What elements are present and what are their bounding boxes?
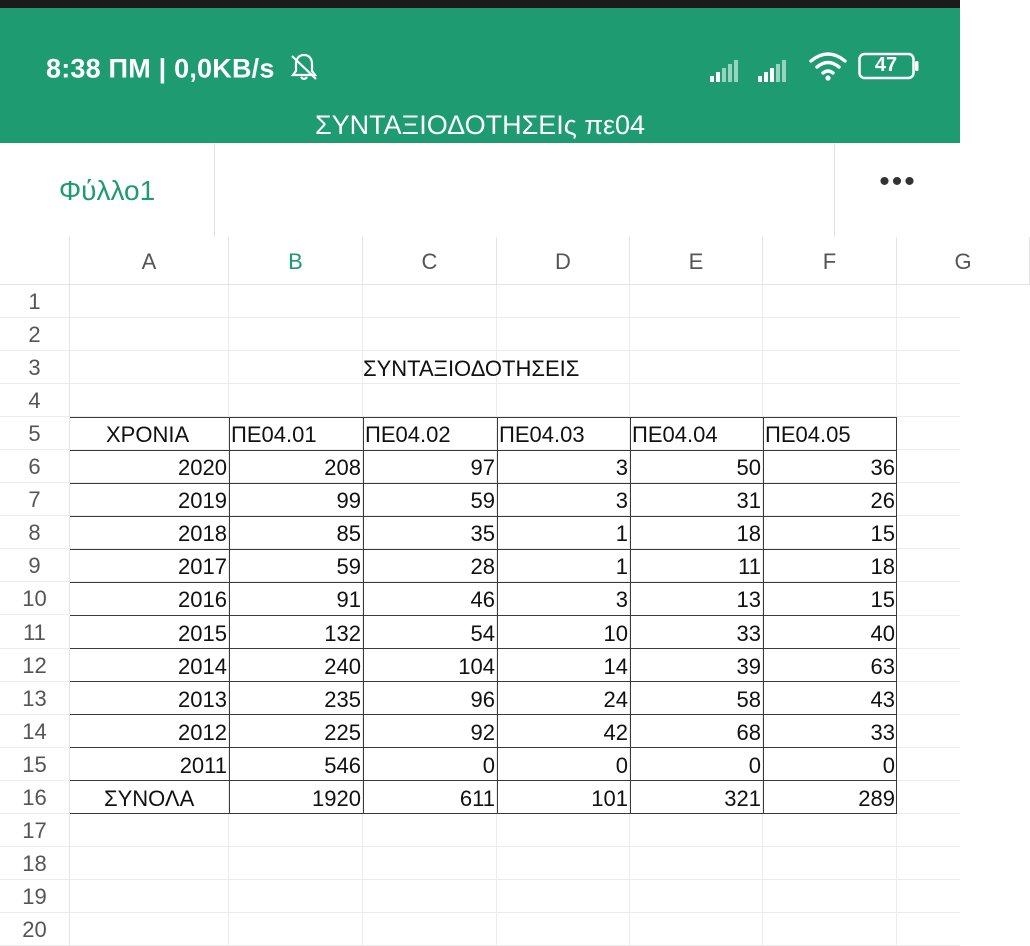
row-header-4[interactable]: 4 — [0, 384, 70, 417]
year-cell[interactable]: 2018 — [178, 521, 227, 547]
value-cell[interactable]: 15 — [870, 587, 895, 613]
table-border — [70, 516, 897, 517]
value-cell[interactable]: 59 — [336, 554, 361, 580]
value-cell[interactable]: 36 — [870, 455, 895, 481]
document-title: ΣΥΝΤΑΞΙΟΔΟΤΗΣΕΙς πε04 — [314, 110, 646, 140]
row-header-10[interactable]: 10 — [0, 582, 70, 615]
year-cell[interactable]: 2013 — [178, 686, 227, 712]
table-border — [70, 780, 897, 781]
value-cell[interactable]: 104 — [458, 653, 495, 679]
row-header-8[interactable]: 8 — [0, 516, 70, 549]
table-border — [497, 417, 498, 814]
value-cell[interactable]: 39 — [736, 653, 761, 679]
table-border — [630, 417, 631, 814]
value-cell[interactable]: 43 — [870, 686, 895, 712]
bell-off-icon — [288, 52, 320, 82]
value-cell[interactable]: 18 — [870, 554, 895, 580]
status-time-and-speed — [46, 52, 275, 84]
value-cell[interactable]: 99 — [336, 488, 361, 514]
year-cell[interactable]: 2016 — [178, 587, 227, 613]
value-cell[interactable]: 3 — [615, 587, 628, 613]
value-cell[interactable]: 132 — [324, 620, 361, 646]
signal-icon — [708, 54, 804, 84]
value-cell[interactable]: 40 — [870, 620, 895, 646]
value-cell[interactable]: 68 — [736, 719, 761, 745]
total-cell[interactable]: 289 — [858, 785, 895, 811]
header-cell[interactable]: ΠΕ04.02 — [365, 422, 451, 448]
sheet-tab-label: Φύλλο1 — [58, 175, 156, 206]
value-cell[interactable]: 85 — [336, 521, 361, 547]
table-border — [70, 681, 897, 682]
value-cell[interactable]: 26 — [870, 488, 895, 514]
value-cell[interactable]: 46 — [470, 587, 495, 613]
table-border — [70, 813, 897, 814]
year-cell[interactable]: 2014 — [178, 653, 227, 679]
grid-line-row — [70, 879, 960, 880]
spreadsheet-grid[interactable] — [0, 237, 972, 942]
value-cell[interactable]: 92 — [470, 719, 495, 745]
column-header-f[interactable]: F — [763, 237, 897, 285]
table-border — [70, 648, 897, 649]
value-cell[interactable]: 240 — [324, 653, 361, 679]
row-header-18[interactable]: 18 — [0, 847, 70, 880]
row-header-15[interactable]: 15 — [0, 748, 70, 781]
value-cell[interactable]: 33 — [870, 719, 895, 745]
year-cell[interactable]: 2020 — [178, 455, 227, 481]
header-cell[interactable]: ΠΕ04.05 — [765, 422, 851, 448]
value-cell[interactable]: 0 — [615, 752, 628, 778]
row-header-7[interactable]: 7 — [0, 483, 70, 516]
wifi-icon — [808, 50, 848, 82]
row-header-9[interactable]: 9 — [0, 549, 70, 582]
row-header-12[interactable]: 12 — [0, 649, 70, 682]
table-border — [70, 450, 897, 451]
value-cell[interactable]: 42 — [603, 719, 628, 745]
table-border — [70, 417, 897, 418]
grid-line-row — [70, 317, 960, 318]
table-border — [229, 417, 230, 814]
row-header-1[interactable]: 1 — [0, 285, 70, 318]
value-cell[interactable]: 1 — [615, 554, 628, 580]
network-speed: 0,0KB/s — [174, 53, 275, 84]
grid-line-row — [70, 846, 960, 847]
table-border — [70, 483, 897, 484]
year-cell[interactable]: 2011 — [179, 752, 227, 778]
table-border — [896, 417, 897, 814]
year-cell[interactable]: 2015 — [178, 620, 227, 646]
total-cell[interactable]: 101 — [591, 785, 628, 811]
value-cell[interactable]: 33 — [736, 620, 761, 646]
year-cell[interactable]: 2012 — [178, 719, 227, 745]
grid-line-row — [70, 912, 960, 913]
value-cell[interactable]: 58 — [736, 686, 761, 712]
status-time: 8:38 ΠΜ — [46, 53, 151, 84]
value-cell[interactable]: 11 — [738, 554, 761, 580]
row-header-17[interactable]: 17 — [0, 814, 70, 847]
value-cell[interactable]: 0 — [748, 752, 761, 778]
value-cell[interactable]: 28 — [470, 554, 495, 580]
value-cell[interactable]: 18 — [736, 521, 761, 547]
totals-label[interactable]: ΣΥΝΟΛΑ — [104, 785, 195, 811]
value-cell[interactable]: 31 — [736, 488, 761, 514]
table-border — [70, 549, 897, 550]
sheet-tab-bar — [0, 143, 960, 238]
value-cell[interactable]: 3 — [615, 488, 628, 514]
table-border — [70, 582, 897, 583]
value-cell[interactable]: 0 — [482, 752, 495, 778]
more-options-button[interactable] — [834, 143, 961, 237]
value-cell[interactable]: 1 — [615, 521, 628, 547]
column-header-a[interactable]: A — [70, 237, 229, 285]
row-header-16[interactable]: 16 — [0, 781, 70, 814]
value-cell[interactable]: 546 — [324, 752, 361, 778]
value-cell[interactable]: 24 — [603, 686, 628, 712]
row-header-11[interactable]: 11 — [0, 616, 70, 649]
table-border — [363, 417, 364, 814]
value-cell[interactable]: 3 — [615, 455, 628, 481]
header-cell[interactable]: ΠΕ04.04 — [632, 422, 718, 448]
sheet-title[interactable]: ΣΥΝΤΑΞΙΟΔΟΤΗΣΕΙΣ — [363, 356, 580, 382]
total-cell[interactable]: 611 — [459, 785, 495, 811]
value-cell[interactable]: 235 — [324, 686, 361, 712]
column-header-e[interactable]: E — [630, 237, 763, 285]
header-cell[interactable]: ΠΕ04.03 — [499, 422, 585, 448]
value-cell[interactable]: 225 — [324, 719, 361, 745]
value-cell[interactable]: 15 — [870, 521, 895, 547]
value-cell[interactable]: 63 — [870, 653, 895, 679]
status-separator: | — [158, 53, 167, 84]
column-header-c[interactable]: C — [363, 237, 497, 285]
row-header-14[interactable]: 14 — [0, 715, 70, 748]
table-border — [70, 714, 897, 715]
app-header — [0, 8, 960, 143]
year-cell[interactable]: 2019 — [178, 488, 227, 514]
value-cell[interactable]: 54 — [470, 620, 495, 646]
row-header-20[interactable]: 20 — [0, 913, 70, 946]
battery-level: 47 — [874, 54, 898, 76]
row-header-2[interactable]: 2 — [0, 318, 70, 351]
value-cell[interactable]: 14 — [603, 653, 628, 679]
sheet-tab-fyllo1[interactable] — [0, 143, 215, 237]
value-cell[interactable]: 59 — [470, 488, 495, 514]
column-header-d[interactable]: D — [497, 237, 630, 285]
value-cell[interactable]: 50 — [736, 455, 761, 481]
row-header-13[interactable]: 13 — [0, 682, 70, 715]
value-cell[interactable]: 35 — [470, 521, 495, 547]
year-cell[interactable]: 2017 — [178, 554, 227, 580]
row-header-5[interactable]: 5 — [0, 417, 70, 450]
value-cell[interactable]: 91 — [336, 587, 361, 613]
value-cell[interactable]: 10 — [603, 620, 628, 646]
row-header-6[interactable]: 6 — [0, 450, 70, 483]
table-border — [70, 747, 897, 748]
value-cell[interactable]: 97 — [470, 455, 495, 481]
column-header-b[interactable]: B — [229, 237, 363, 285]
select-all-corner[interactable] — [0, 237, 70, 285]
value-cell[interactable]: 96 — [470, 686, 495, 712]
row-header-3[interactable]: 3 — [0, 351, 70, 384]
column-header-g[interactable]: G — [897, 237, 1030, 285]
total-cell[interactable]: 321 — [724, 785, 761, 811]
row-header-19[interactable]: 19 — [0, 880, 70, 913]
value-cell[interactable]: 0 — [882, 752, 895, 778]
header-cell[interactable]: ΠΕ04.01 — [231, 422, 317, 448]
header-cell[interactable]: ΧΡΟΝΙΑ — [106, 422, 190, 448]
table-border — [763, 417, 764, 814]
value-cell[interactable]: 208 — [324, 455, 361, 481]
value-cell[interactable]: 13 — [736, 587, 761, 613]
more-icon: ••• — [879, 165, 917, 198]
top-edge — [0, 0, 960, 8]
total-cell[interactable]: 1920 — [312, 785, 361, 811]
table-border — [70, 615, 897, 616]
